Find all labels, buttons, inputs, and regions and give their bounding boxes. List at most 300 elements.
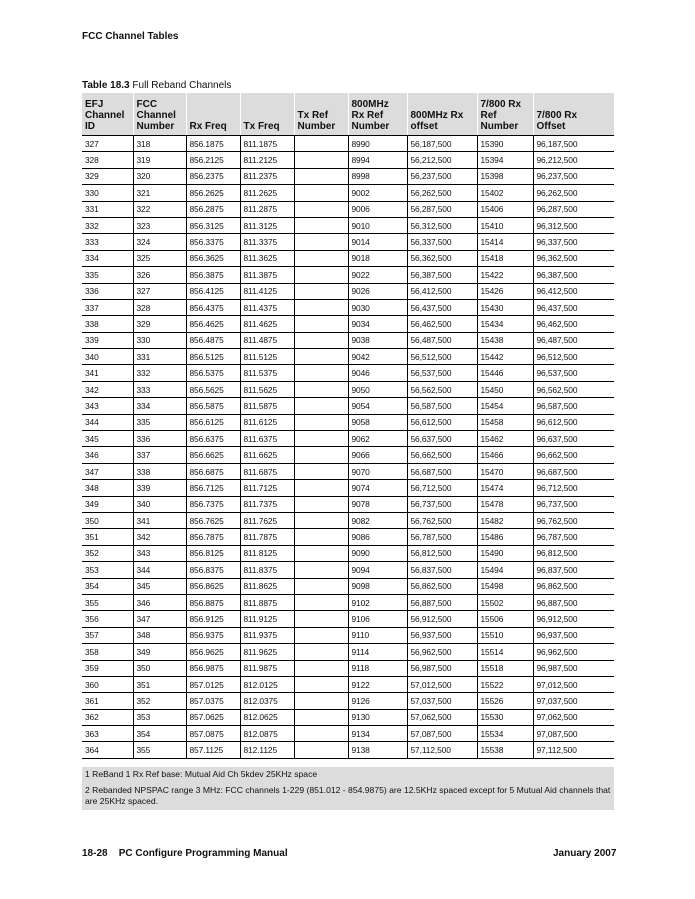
column-header-line: 7/800 Rx — [536, 110, 578, 121]
table-cell: 857.0625 — [186, 709, 240, 725]
table-cell: 856.8625 — [186, 578, 240, 594]
table-cell: 356 — [82, 611, 133, 627]
table-cell: 334 — [82, 250, 133, 266]
table-cell: 9082 — [348, 512, 407, 528]
table-cell — [294, 447, 348, 463]
table-cell: 338 — [82, 316, 133, 332]
table-cell: 811.6625 — [240, 447, 294, 463]
table-cell: 9078 — [348, 496, 407, 512]
table-cell: 352 — [82, 545, 133, 561]
table-cell: 96,587,500 — [533, 398, 614, 414]
table-cell: 9106 — [348, 611, 407, 627]
column-header-line: 800MHz — [351, 99, 389, 110]
table-cell: 96,887,500 — [533, 594, 614, 610]
table-cell: 56,737,500 — [407, 496, 477, 512]
table-cell: 856.9625 — [186, 644, 240, 660]
table-cell: 811.8875 — [240, 594, 294, 610]
table-cell — [294, 693, 348, 709]
table-row — [82, 627, 614, 643]
table-cell: 15450 — [477, 381, 533, 397]
table-cell: 9010 — [348, 217, 407, 233]
table-cell: 15538 — [477, 742, 533, 758]
table-cell: 856.3375 — [186, 234, 240, 250]
table-cell: 811.5875 — [240, 398, 294, 414]
table-cell: 56,662,500 — [407, 447, 477, 463]
table-cell: 328 — [82, 152, 133, 168]
table-cell: 856.9875 — [186, 660, 240, 676]
table-cell: 9054 — [348, 398, 407, 414]
column-header-line: Channel — [136, 110, 176, 121]
table-cell: 811.4625 — [240, 316, 294, 332]
table-cell: 9042 — [348, 349, 407, 365]
table-row — [82, 316, 614, 332]
table-cell: 350 — [133, 660, 186, 676]
table-cell: 96,212,500 — [533, 152, 614, 168]
table-cell: 323 — [133, 217, 186, 233]
table-cell: 326 — [133, 267, 186, 283]
column-header-line: 7/800 Rx — [480, 99, 522, 110]
column-header-line: Number — [297, 121, 336, 132]
table-cell — [294, 414, 348, 430]
table-cell: 349 — [82, 496, 133, 512]
table-cell — [294, 349, 348, 365]
table-cell: 856.2875 — [186, 201, 240, 217]
table-cell: 857.0125 — [186, 676, 240, 692]
table-cell: 336 — [133, 431, 186, 447]
column-header-line: Tx Freq — [243, 121, 280, 132]
table-cell: 96,662,500 — [533, 447, 614, 463]
table-row — [82, 283, 614, 299]
column-header — [82, 93, 133, 136]
table-cell: 96,512,500 — [533, 349, 614, 365]
table-cell: 96,912,500 — [533, 611, 614, 627]
page-header: FCC Channel Tables — [82, 31, 179, 42]
table-cell: 812.0375 — [240, 693, 294, 709]
table-row — [82, 398, 614, 414]
table-cell — [294, 283, 348, 299]
footnote: 2 Rebanded NPSPAC range 3 MHz: FCC channels 1-229 (851.012 - 854.9875) are 12.5KHz spaced except for 5 Mutual Aid channels that are 25KHz spaced. — [85, 785, 611, 806]
table-cell: 811.2125 — [240, 152, 294, 168]
table-cell — [294, 660, 348, 676]
manual-title: PC Configure Programming Manual — [118, 848, 288, 859]
table-cell: 56,412,500 — [407, 283, 477, 299]
table-cell: 360 — [82, 676, 133, 692]
table-cell: 811.3125 — [240, 217, 294, 233]
table-cell: 15414 — [477, 234, 533, 250]
table-cell: 811.3875 — [240, 267, 294, 283]
table-row — [82, 480, 614, 496]
table-cell: 348 — [82, 480, 133, 496]
table-row — [82, 709, 614, 725]
footer-date: January 2007 — [553, 848, 617, 859]
table-row — [82, 185, 614, 201]
table-cell — [294, 365, 348, 381]
table-cell: 811.5625 — [240, 381, 294, 397]
table-cell: 56,212,500 — [407, 152, 477, 168]
table-cell: 8994 — [348, 152, 407, 168]
table-row — [82, 234, 614, 250]
table-cell: 856.8125 — [186, 545, 240, 561]
table-cell: 9098 — [348, 578, 407, 594]
table-cell: 347 — [133, 611, 186, 627]
table-cell: 96,712,500 — [533, 480, 614, 496]
table-cell: 352 — [133, 693, 186, 709]
table-cell: 328 — [133, 299, 186, 315]
table-cell: 96,487,500 — [533, 332, 614, 348]
table-row — [82, 267, 614, 283]
column-header-line: Tx Ref — [297, 110, 329, 121]
column-header — [186, 93, 240, 136]
table-cell: 812.0125 — [240, 676, 294, 692]
table-cell: 856.4125 — [186, 283, 240, 299]
table-cell: 351 — [82, 529, 133, 545]
table-cell: 362 — [82, 709, 133, 725]
table-cell: 15466 — [477, 447, 533, 463]
table-cell: 9110 — [348, 627, 407, 643]
table-cell: 9022 — [348, 267, 407, 283]
table-cell: 332 — [133, 365, 186, 381]
table-cell: 856.5875 — [186, 398, 240, 414]
table-caption — [82, 80, 231, 91]
table-cell: 856.9375 — [186, 627, 240, 643]
table-cell — [294, 201, 348, 217]
table-row — [82, 349, 614, 365]
table-cell: 57,012,500 — [407, 676, 477, 692]
table-cell: 57,112,500 — [407, 742, 477, 758]
table-row — [82, 332, 614, 348]
column-header-line: Number — [351, 121, 390, 132]
table-row — [82, 463, 614, 479]
table-row — [82, 611, 614, 627]
table-row — [82, 545, 614, 561]
table-cell — [294, 234, 348, 250]
table-cell: 96,637,500 — [533, 431, 614, 447]
table-cell: 811.9375 — [240, 627, 294, 643]
table-row — [82, 644, 614, 660]
table-cell: 856.3875 — [186, 267, 240, 283]
table-cell: 358 — [82, 644, 133, 660]
table-row — [82, 414, 614, 430]
table-cell: 325 — [133, 250, 186, 266]
table-cell: 856.7875 — [186, 529, 240, 545]
table-cell — [294, 562, 348, 578]
table-cell: 811.2875 — [240, 201, 294, 217]
table-cell: 56,187,500 — [407, 136, 477, 152]
table-cell — [294, 529, 348, 545]
table-cell: 56,987,500 — [407, 660, 477, 676]
table-cell — [294, 217, 348, 233]
table-cell: 15462 — [477, 431, 533, 447]
column-header-line: EFJ — [85, 99, 104, 110]
table-cell: 332 — [82, 217, 133, 233]
table-cell: 9062 — [348, 431, 407, 447]
table-cell: 97,012,500 — [533, 676, 614, 692]
table-cell: 349 — [133, 644, 186, 660]
table-cell: 96,237,500 — [533, 168, 614, 184]
table-cell: 56,562,500 — [407, 381, 477, 397]
table-cell: 856.8875 — [186, 594, 240, 610]
table-row — [82, 299, 614, 315]
column-header-line: ID — [85, 121, 95, 132]
table-cell: 337 — [82, 299, 133, 315]
table-cell: 330 — [82, 185, 133, 201]
table-cell: 9002 — [348, 185, 407, 201]
table-cell: 344 — [133, 562, 186, 578]
table-row — [82, 136, 614, 152]
column-header — [240, 93, 294, 136]
column-header-line: Number — [136, 121, 175, 132]
table-cell: 96,812,500 — [533, 545, 614, 561]
table-cell: 811.9125 — [240, 611, 294, 627]
table-cell: 856.2125 — [186, 152, 240, 168]
table-cell: 346 — [82, 447, 133, 463]
column-header — [407, 93, 477, 136]
table-cell: 353 — [133, 709, 186, 725]
table-cell: 96,187,500 — [533, 136, 614, 152]
table-cell: 335 — [133, 414, 186, 430]
table-cell: 811.6875 — [240, 463, 294, 479]
table-cell: 9126 — [348, 693, 407, 709]
table-cell: 15410 — [477, 217, 533, 233]
table-cell — [294, 299, 348, 315]
table-cell: 96,762,500 — [533, 512, 614, 528]
table-cell: 56,287,500 — [407, 201, 477, 217]
table-cell: 364 — [82, 742, 133, 758]
table-cell: 15510 — [477, 627, 533, 643]
table-cell: 56,762,500 — [407, 512, 477, 528]
table-cell: 329 — [82, 168, 133, 184]
table-cell — [294, 644, 348, 660]
column-header — [533, 93, 614, 136]
table-cell: 856.2625 — [186, 185, 240, 201]
table-cell: 15438 — [477, 332, 533, 348]
table-cell: 15446 — [477, 365, 533, 381]
table-cell: 811.4875 — [240, 332, 294, 348]
table-cell: 9006 — [348, 201, 407, 217]
table-cell: 9038 — [348, 332, 407, 348]
table-cell: 856.6875 — [186, 463, 240, 479]
table-cell: 320 — [133, 168, 186, 184]
column-header-line: Rx Ref — [351, 110, 384, 121]
table-cell — [294, 676, 348, 692]
table-cell: 56,262,500 — [407, 185, 477, 201]
table-row — [82, 529, 614, 545]
column-header — [133, 93, 186, 136]
table-cell: 56,487,500 — [407, 332, 477, 348]
table-cell: 56,612,500 — [407, 414, 477, 430]
table-cell: 363 — [82, 726, 133, 742]
table-cell: 15526 — [477, 693, 533, 709]
table-cell: 811.5375 — [240, 365, 294, 381]
table-cell: 15534 — [477, 726, 533, 742]
table-cell: 56,787,500 — [407, 529, 477, 545]
table-cell — [294, 267, 348, 283]
table-cell: 15494 — [477, 562, 533, 578]
table-cell: 345 — [133, 578, 186, 594]
table-cell: 15518 — [477, 660, 533, 676]
table-cell: 15422 — [477, 267, 533, 283]
table-cell: 341 — [133, 512, 186, 528]
table-cell: 354 — [82, 578, 133, 594]
table-cell — [294, 463, 348, 479]
table-cell: 812.0625 — [240, 709, 294, 725]
table-cell: 96,362,500 — [533, 250, 614, 266]
column-header — [348, 93, 407, 136]
table-caption-text: Full Reband Channels — [132, 80, 232, 91]
table-cell: 15506 — [477, 611, 533, 627]
table-cell — [294, 316, 348, 332]
table-cell: 341 — [82, 365, 133, 381]
table-cell: 96,562,500 — [533, 381, 614, 397]
table-row — [82, 742, 614, 758]
table-cell: 15406 — [477, 201, 533, 217]
table-cell: 15442 — [477, 349, 533, 365]
table-row — [82, 693, 614, 709]
table-cell: 96,937,500 — [533, 627, 614, 643]
table-cell: 339 — [82, 332, 133, 348]
table-cell — [294, 578, 348, 594]
table-cell — [294, 594, 348, 610]
table-row — [82, 496, 614, 512]
table-cell: 318 — [133, 136, 186, 152]
table-cell: 56,937,500 — [407, 627, 477, 643]
table-cell: 15402 — [477, 185, 533, 201]
table-row — [82, 431, 614, 447]
table-cell: 96,837,500 — [533, 562, 614, 578]
table-cell: 96,462,500 — [533, 316, 614, 332]
table-cell: 856.4375 — [186, 299, 240, 315]
table-cell: 56,512,500 — [407, 349, 477, 365]
table-cell: 857.0875 — [186, 726, 240, 742]
table-cell: 56,687,500 — [407, 463, 477, 479]
table-row — [82, 447, 614, 463]
table-cell: 351 — [133, 676, 186, 692]
table-cell: 361 — [82, 693, 133, 709]
table-cell: 9130 — [348, 709, 407, 725]
table-cell: 856.6625 — [186, 447, 240, 463]
table-cell: 9094 — [348, 562, 407, 578]
table-cell: 856.7375 — [186, 496, 240, 512]
table-cell: 339 — [133, 480, 186, 496]
table-cell — [294, 381, 348, 397]
table-cell: 322 — [133, 201, 186, 217]
table-cell: 15486 — [477, 529, 533, 545]
table-cell: 329 — [133, 316, 186, 332]
table-cell: 56,712,500 — [407, 480, 477, 496]
table-row — [82, 201, 614, 217]
table-cell — [294, 611, 348, 627]
table-cell: 97,112,500 — [533, 742, 614, 758]
table-cell: 96,962,500 — [533, 644, 614, 660]
table-cell: 56,637,500 — [407, 431, 477, 447]
table-cell: 15478 — [477, 496, 533, 512]
table-cell: 15470 — [477, 463, 533, 479]
table-cell: 811.9875 — [240, 660, 294, 676]
table-cell: 811.8125 — [240, 545, 294, 561]
table-cell: 347 — [82, 463, 133, 479]
table-cell: 96,337,500 — [533, 234, 614, 250]
table-cell: 343 — [82, 398, 133, 414]
table-cell: 338 — [133, 463, 186, 479]
table-cell: 9026 — [348, 283, 407, 299]
table-cell: 357 — [82, 627, 133, 643]
table-cell: 56,887,500 — [407, 594, 477, 610]
table-body — [82, 136, 614, 759]
table-cell: 96,287,500 — [533, 201, 614, 217]
table-cell: 857.0375 — [186, 693, 240, 709]
table-cell: 97,087,500 — [533, 726, 614, 742]
column-header-line: 800MHz Rx — [410, 110, 464, 121]
column-header-line: offset — [410, 121, 438, 132]
table-cell: 9014 — [348, 234, 407, 250]
table-cell: 350 — [82, 512, 133, 528]
table-cell: 9118 — [348, 660, 407, 676]
column-header — [477, 93, 533, 136]
table-cell — [294, 726, 348, 742]
table-cell: 334 — [133, 398, 186, 414]
table-cell: 355 — [133, 742, 186, 758]
table-cell: 319 — [133, 152, 186, 168]
table-cell: 9034 — [348, 316, 407, 332]
table-cell: 811.7875 — [240, 529, 294, 545]
table-cell: 15454 — [477, 398, 533, 414]
table-cell: 9134 — [348, 726, 407, 742]
table-cell: 9030 — [348, 299, 407, 315]
table-cell: 96,262,500 — [533, 185, 614, 201]
table-cell: 15514 — [477, 644, 533, 660]
table-cell: 9086 — [348, 529, 407, 545]
table-cell: 856.4875 — [186, 332, 240, 348]
table-header-row — [82, 93, 614, 136]
table-cell: 56,312,500 — [407, 217, 477, 233]
table-row — [82, 594, 614, 610]
table-cell: 56,437,500 — [407, 299, 477, 315]
table-row — [82, 562, 614, 578]
table-cell: 15418 — [477, 250, 533, 266]
table-cell: 336 — [82, 283, 133, 299]
table-cell: 15502 — [477, 594, 533, 610]
table-row — [82, 512, 614, 528]
table-cell — [294, 627, 348, 643]
table-cell: 811.2375 — [240, 168, 294, 184]
table-cell: 15482 — [477, 512, 533, 528]
table-cell: 343 — [133, 545, 186, 561]
table-cell: 811.7625 — [240, 512, 294, 528]
table-cell: 96,312,500 — [533, 217, 614, 233]
table-cell: 9074 — [348, 480, 407, 496]
table-cell: 96,987,500 — [533, 660, 614, 676]
table-cell: 15426 — [477, 283, 533, 299]
table-cell: 8990 — [348, 136, 407, 152]
table-cell: 324 — [133, 234, 186, 250]
table-row — [82, 365, 614, 381]
table-cell: 811.2625 — [240, 185, 294, 201]
table-cell: 811.4375 — [240, 299, 294, 315]
page-number: 18-28 — [82, 848, 108, 859]
table-cell: 9050 — [348, 381, 407, 397]
table-cell: 811.6125 — [240, 414, 294, 430]
table-cell: 56,462,500 — [407, 316, 477, 332]
table-cell: 856.6125 — [186, 414, 240, 430]
column-header-line: FCC — [136, 99, 158, 110]
table-cell: 342 — [82, 381, 133, 397]
table-cell: 15434 — [477, 316, 533, 332]
table-cell: 9102 — [348, 594, 407, 610]
table-cell: 355 — [82, 594, 133, 610]
table-cell: 9114 — [348, 644, 407, 660]
table-cell — [294, 496, 348, 512]
table-cell: 96,437,500 — [533, 299, 614, 315]
